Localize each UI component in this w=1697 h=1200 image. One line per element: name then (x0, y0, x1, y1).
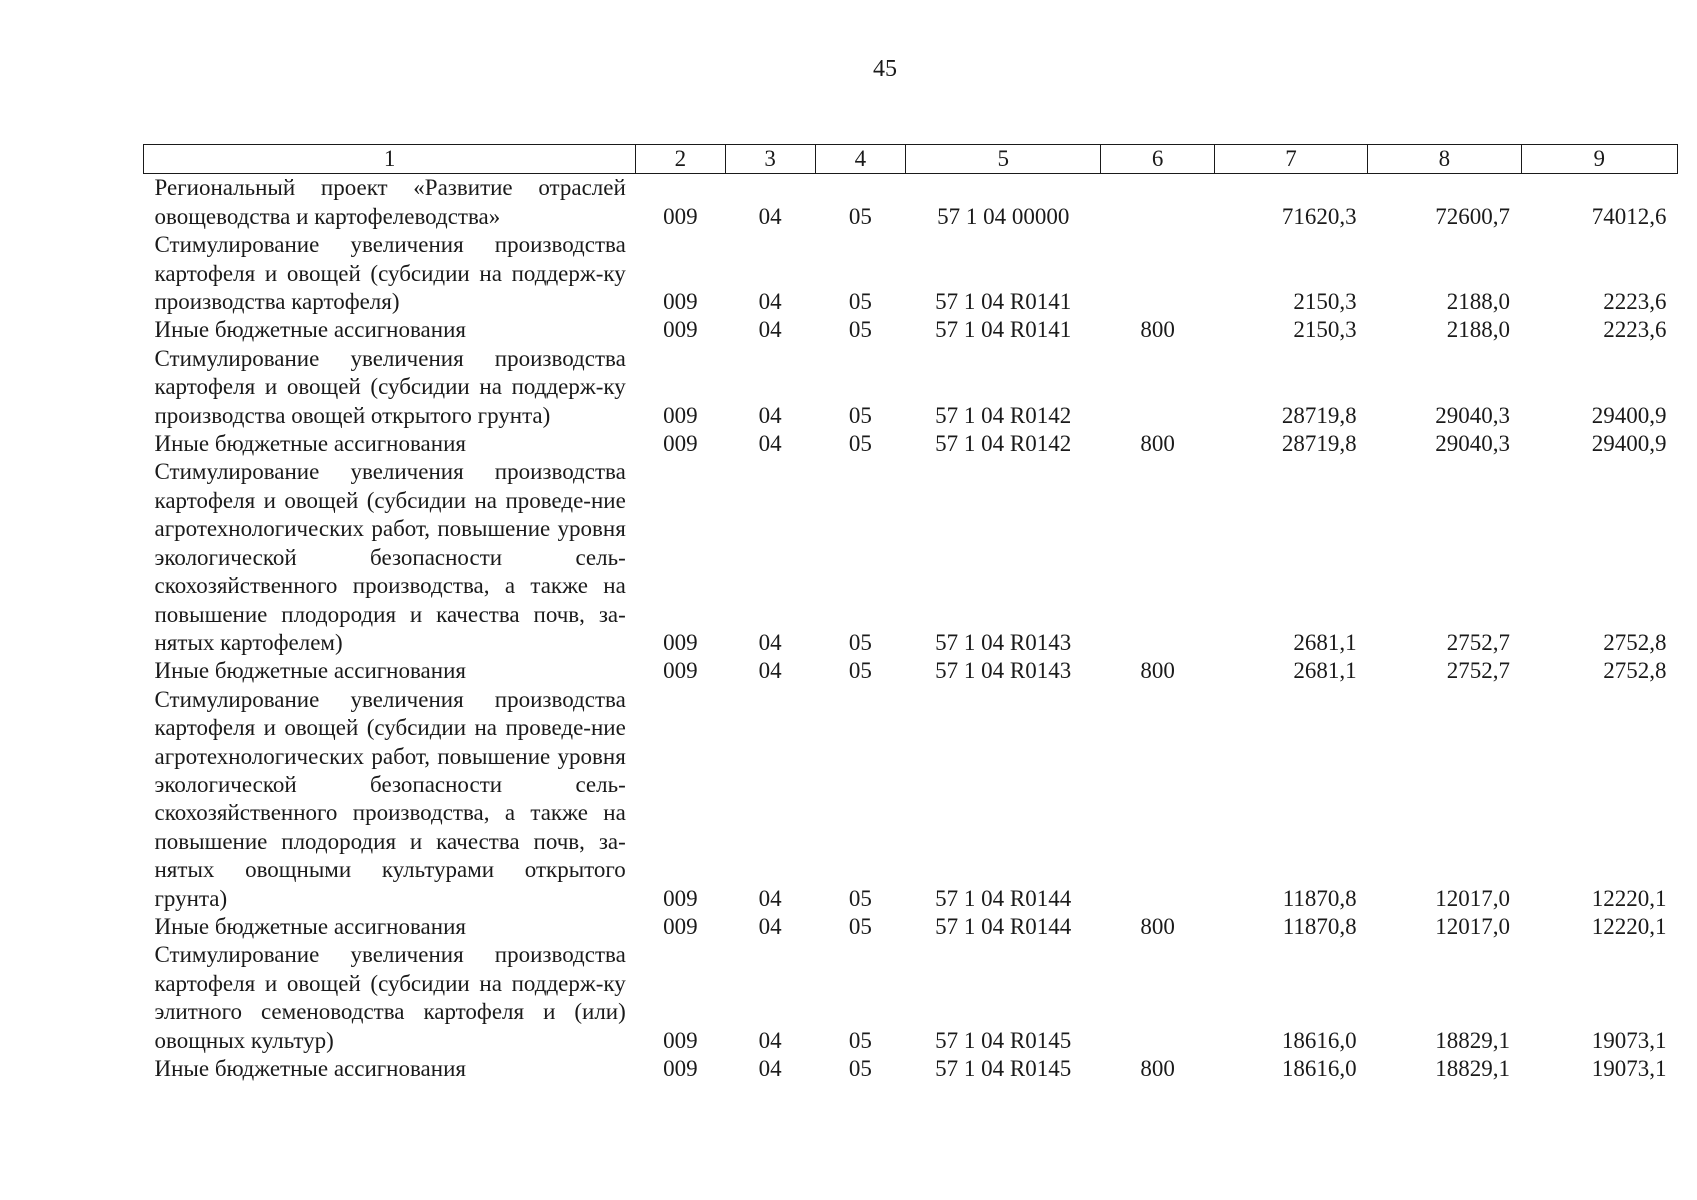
col-7-value: 28719,8 (1281, 402, 1357, 428)
col-7-value: 71620,3 (1281, 203, 1357, 229)
column-header-1: 1 (144, 145, 636, 174)
table-row (144, 1055, 1678, 1083)
col-4-code: 05 (848, 629, 872, 655)
col-6-code (1101, 686, 1214, 913)
col-6-code (1101, 345, 1214, 430)
col-8-value: 2752,7 (1446, 658, 1511, 684)
table-row (144, 913, 1678, 941)
col-7-value: 2150,3 (1293, 317, 1357, 343)
col-3-code: 04 (758, 913, 782, 939)
row-name: Иные бюджетные ассигнования (154, 431, 466, 457)
col-3-code: 04 (758, 629, 782, 655)
col-3-code: 04 (758, 658, 782, 684)
col-5-code: 57 1 04 R0144 (935, 913, 1072, 939)
col-6-code: 800 (1140, 317, 1175, 343)
col-7-value: 2150,3 (1293, 289, 1357, 315)
col-8-value: 29040,3 (1435, 431, 1511, 457)
col-8-value: 12017,0 (1435, 885, 1511, 911)
col-3-code: 04 (758, 289, 782, 315)
col-7-value: 2681,1 (1293, 629, 1357, 655)
col-5-code: 57 1 04 R0145 (935, 1056, 1072, 1081)
col-8-value: 2752,7 (1446, 629, 1511, 655)
col-7-value: 28719,8 (1281, 431, 1357, 457)
col-2-code: 009 (663, 1027, 698, 1053)
column-header-6: 6 (1101, 145, 1214, 174)
col-2-code: 009 (663, 431, 698, 457)
col-2-code: 009 (663, 629, 698, 655)
col-4-code: 05 (848, 1056, 872, 1081)
col-9-value: 19073,1 (1591, 1027, 1667, 1053)
col-7-value: 18616,0 (1281, 1056, 1357, 1081)
col-2-code: 009 (663, 289, 698, 315)
row-name: Стимулирование увеличения производства картофеля и овощей (субсидии на поддерж-ку производства овощей открытого грунта) (154, 345, 626, 428)
col-4-code: 05 (848, 289, 872, 315)
table-row (144, 657, 1678, 685)
col-3-code: 04 (758, 431, 782, 457)
col-2-code: 009 (663, 1056, 698, 1081)
column-header-4: 4 (815, 145, 905, 174)
col-9-value: 2223,6 (1603, 289, 1667, 315)
col-9-value: 29400,9 (1591, 402, 1667, 428)
col-3-code: 04 (758, 1056, 782, 1081)
col-2-code: 009 (663, 402, 698, 428)
column-header-3: 3 (725, 145, 815, 174)
col-4-code: 05 (848, 203, 872, 229)
col-6-code (1101, 941, 1214, 1055)
table-row (144, 174, 1678, 231)
table-row (144, 941, 1678, 1055)
row-name: Иные бюджетные ассигнования (154, 1056, 466, 1081)
col-2-code: 009 (663, 913, 698, 939)
row-name: Региональный проект «Развитие отраслей овощеводства и картофелеводства» (154, 175, 626, 229)
column-header-9: 9 (1521, 145, 1677, 174)
col-3-code: 04 (758, 203, 782, 229)
col-8-value: 18829,1 (1435, 1056, 1511, 1081)
col-7-value: 2681,1 (1293, 658, 1357, 684)
col-9-value: 19073,1 (1591, 1056, 1667, 1081)
page-number: 45 (873, 56, 897, 82)
table-row (144, 345, 1678, 430)
col-5-code: 57 1 04 R0141 (935, 317, 1072, 343)
col-5-code: 57 1 04 R0143 (935, 658, 1072, 684)
row-name: Стимулирование увеличения производства картофеля и овощей (субсидии на поддерж-ку элитного семеноводства картофеля и (или) овощных культур) (154, 942, 626, 1053)
col-7-value: 18616,0 (1281, 1027, 1357, 1053)
col-4-code: 05 (848, 1027, 872, 1053)
col-8-value: 2188,0 (1446, 317, 1511, 343)
col-5-code: 57 1 04 00000 (937, 203, 1070, 229)
col-6-code: 800 (1140, 431, 1175, 457)
col-8-value: 2188,0 (1446, 289, 1511, 315)
col-8-value: 29040,3 (1435, 402, 1511, 428)
col-5-code: 57 1 04 R0143 (935, 629, 1072, 655)
table-row (144, 430, 1678, 458)
col-6-code (1101, 231, 1214, 316)
col-8-value: 12017,0 (1435, 913, 1511, 939)
col-2-code: 009 (663, 658, 698, 684)
table-row (144, 231, 1678, 316)
col-3-code: 04 (758, 1027, 782, 1053)
col-5-code: 57 1 04 R0142 (935, 431, 1072, 457)
col-3-code: 04 (758, 402, 782, 428)
col-2-code: 009 (663, 317, 698, 343)
col-6-code: 800 (1140, 658, 1175, 684)
col-7-value: 11870,8 (1282, 885, 1357, 911)
col-7-value: 11870,8 (1282, 913, 1357, 939)
col-9-value: 2752,8 (1603, 658, 1667, 684)
col-2-code: 009 (663, 203, 698, 229)
col-8-value: 18829,1 (1435, 1027, 1511, 1053)
column-header-2: 2 (636, 145, 725, 174)
table-row (144, 686, 1678, 913)
budget-table (143, 144, 1678, 1083)
col-4-code: 05 (848, 402, 872, 428)
row-name: Иные бюджетные ассигнования (154, 317, 466, 343)
col-9-value: 2752,8 (1603, 629, 1667, 655)
table-header (144, 145, 1678, 174)
col-4-code: 05 (848, 913, 872, 939)
col-5-code: 57 1 04 R0142 (935, 402, 1072, 428)
col-3-code: 04 (758, 317, 782, 343)
table-row (144, 316, 1678, 344)
row-name: Стимулирование увеличения производства картофеля и овощей (субсидии на проведе-ние агротехнологических работ, повышение уровня экологической безопасности сель-скохозяйственного производства, а также на повышение плодородия и качества почв, за-нятых овощными культурами открытого грунта) (154, 686, 626, 911)
col-3-code: 04 (758, 885, 782, 911)
col-6-code (1101, 174, 1214, 231)
col-9-value: 12220,1 (1591, 885, 1667, 911)
col-4-code: 05 (848, 658, 872, 684)
col-2-code: 009 (663, 885, 698, 911)
row-name: Стимулирование увеличения производства картофеля и овощей (субсидии на проведе-ние агротехнологических работ, повышение уровня экологической безопасности сель-скохозяйственного производства, а также на повышение плодородия и качества почв, за-нятых картофелем) (154, 459, 626, 655)
column-header-8: 8 (1368, 145, 1521, 174)
col-5-code: 57 1 04 R0141 (935, 289, 1072, 315)
col-6-code: 800 (1140, 913, 1175, 939)
column-header-5: 5 (905, 145, 1101, 174)
row-name: Иные бюджетные ассигнования (154, 658, 466, 684)
col-9-value: 2223,6 (1603, 317, 1667, 343)
col-5-code: 57 1 04 R0144 (935, 885, 1072, 911)
column-header-7: 7 (1214, 145, 1367, 174)
col-4-code: 05 (848, 885, 872, 911)
col-6-code: 800 (1140, 1056, 1175, 1081)
col-8-value: 72600,7 (1435, 203, 1511, 229)
col-9-value: 12220,1 (1591, 913, 1667, 939)
row-name: Иные бюджетные ассигнования (154, 913, 466, 939)
col-5-code: 57 1 04 R0145 (935, 1027, 1072, 1053)
col-9-value: 74012,6 (1591, 203, 1667, 229)
row-name: Стимулирование увеличения производства картофеля и овощей (субсидии на поддерж-ку производства картофеля) (154, 232, 626, 315)
col-9-value: 29400,9 (1591, 431, 1667, 457)
col-4-code: 05 (848, 317, 872, 343)
table-body (144, 174, 1678, 1084)
table-row (144, 458, 1678, 657)
col-6-code (1101, 458, 1214, 657)
col-4-code: 05 (848, 431, 872, 457)
header-row (144, 145, 1678, 174)
